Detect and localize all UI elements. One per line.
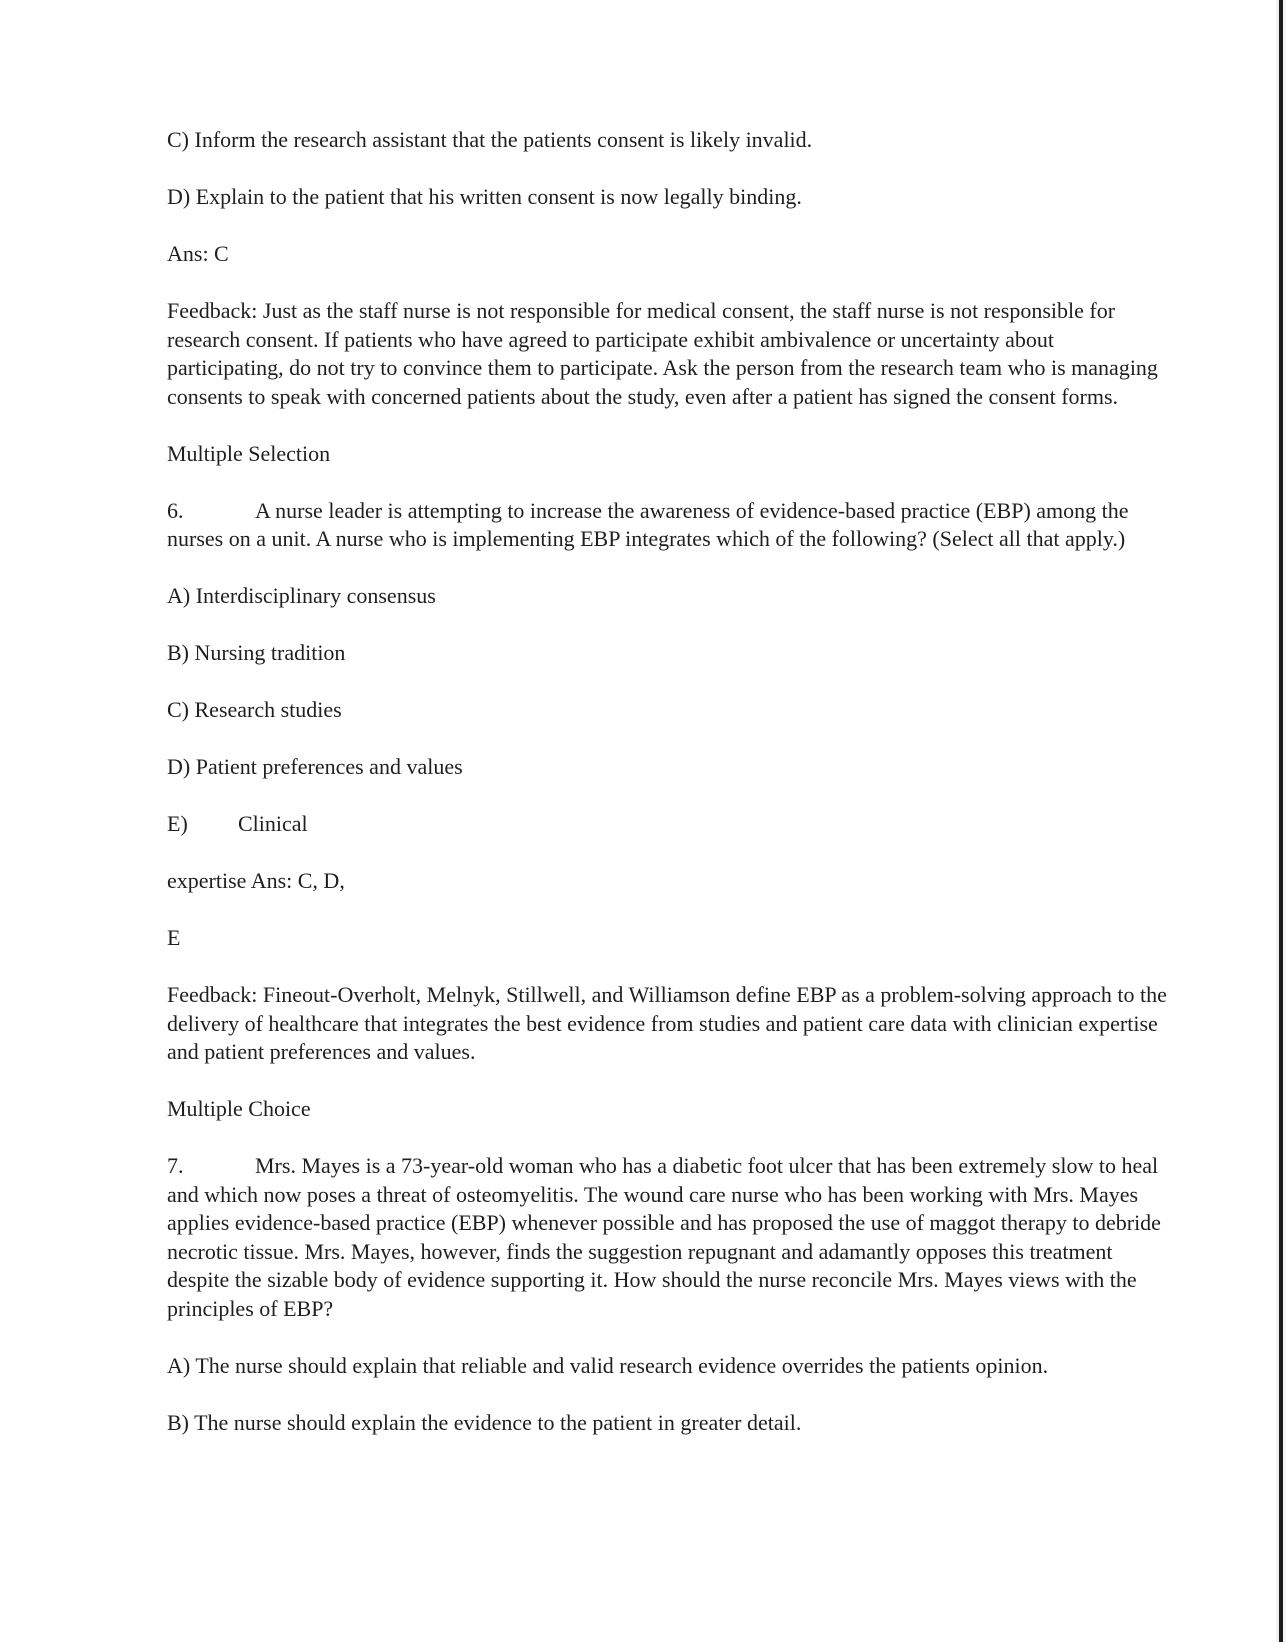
option-a-evidence-overrides-opinion: A) The nurse should explain that reliable and valid research evidence overrides the patients opinion. bbox=[167, 1352, 1049, 1378]
option-a-interdisciplinary-consensus: A) Interdisciplinary consensus bbox=[167, 583, 436, 608]
section-heading-multiple-selection: Multiple Selection bbox=[167, 440, 331, 466]
answer-line-q6-part1: expertise Ans: C, D, bbox=[167, 868, 345, 893]
feedback-ebp-definition: Feedback: Fineout-Overholt, Melnyk, Stillwell, and Williamson define EBP as a problem-solving approach to the delivery of healthcare that integrates the best evidence from studies and patient care data with clinician expertise and patient preferences and values. bbox=[167, 982, 1167, 1064]
option-d-legally-binding: D) Explain to the patient that his written consent is now legally binding. bbox=[167, 184, 802, 209]
question-6-number: 6. bbox=[167, 497, 184, 523]
question-7-number: 7. bbox=[167, 1153, 184, 1178]
feedback-research-consent: Feedback: Just as the staff nurse is not responsible for medical consent, the staff nurse is not responsible for research consent. If patients who have agreed to participate exhibit ambivalence or uncertainty about participating, do not try to convince them to participate. Ask the person from the research team who is managing consents to speak with concerned patients about the study, even after a patient has signed the consent forms. bbox=[167, 298, 1158, 409]
option-e-label: E) bbox=[167, 811, 188, 836]
option-d-patient-preferences: D) Patient preferences and values bbox=[167, 754, 463, 779]
option-c-invalid-consent: C) Inform the research assistant that the patients consent is likely invalid. bbox=[167, 127, 813, 152]
document-text-column bbox=[167, 126, 1175, 1466]
question-6-text: A nurse leader is attempting to increase the awareness of evidence-based practice (EBP) among the nurses on a unit. A nurse who is implementing EBP integrates which of the following? (Select all that apply.) bbox=[167, 497, 1129, 551]
option-e-text: Clinical bbox=[238, 811, 308, 836]
question-7 bbox=[167, 1152, 1175, 1323]
question-7-text: Mrs. Mayes is a 73-year-old woman who has a diabetic foot ulcer that has been extremely slow to heal and which now poses a threat of osteomyelitis. The wound care nurse who has been working with Mrs. Mayes applies evidence-based practice (EBP) whenever possible and has proposed the use of maggot therapy to debride necrotic tissue. Mrs. Mayes, however, finds the suggestion repugnant and adamantly opposes this treatment despite the sizable body of evidence supporting it. How should the nurse reconcile Mrs. Mayes views with the principles of EBP? bbox=[167, 1153, 1161, 1321]
answer-line-q6-part2: E bbox=[167, 925, 181, 950]
option-c-research-studies: C) Research studies bbox=[167, 697, 342, 722]
answer-line-q5: Ans: C bbox=[167, 241, 229, 266]
option-b-nursing-tradition: B) Nursing tradition bbox=[167, 640, 346, 665]
option-b-explain-evidence-detail: B) The nurse should explain the evidence to the patient in greater detail. bbox=[167, 1409, 802, 1435]
section-heading-multiple-choice: Multiple Choice bbox=[167, 1096, 311, 1121]
option-e-clinical bbox=[167, 810, 1175, 839]
question-6 bbox=[167, 497, 1175, 554]
